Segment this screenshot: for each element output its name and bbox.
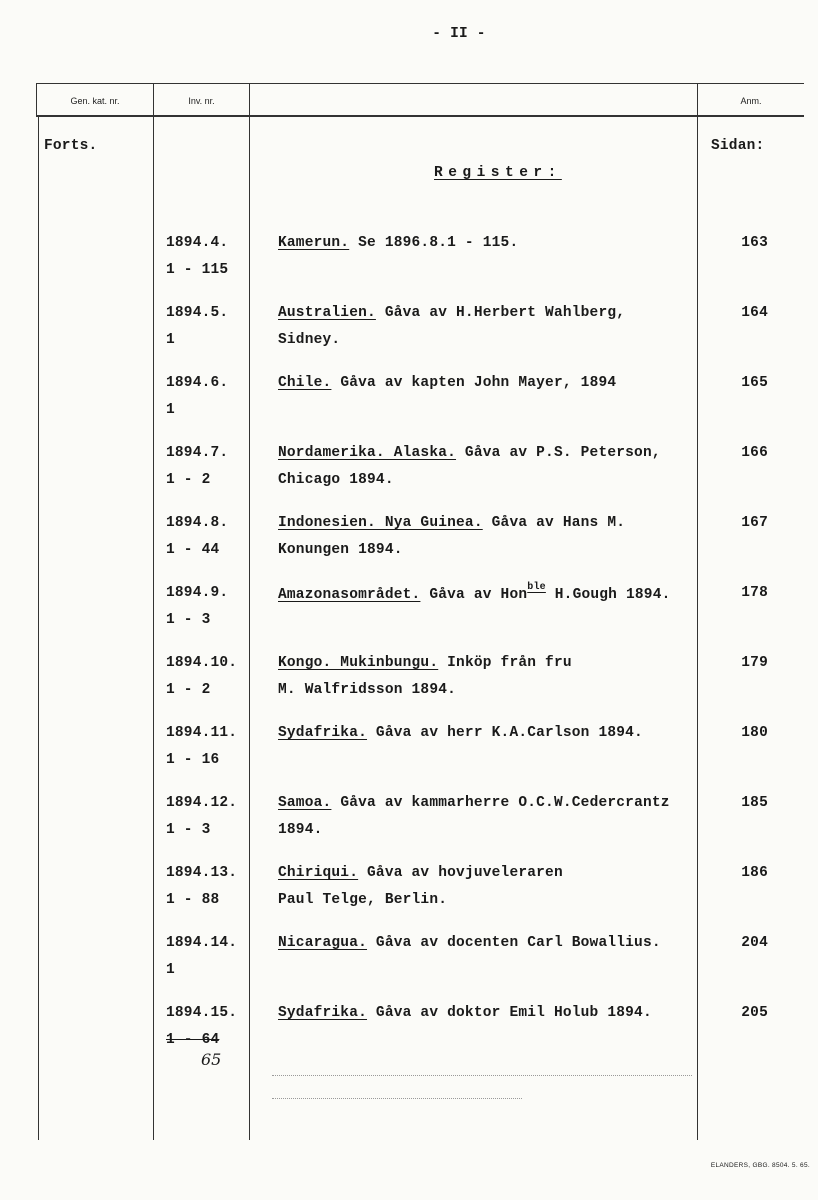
- inv-number: 1894.10.: [166, 655, 238, 671]
- entry-description-line2: M. Walfridsson 1894.: [278, 682, 457, 698]
- entry-region: Nicaragua.: [278, 935, 368, 951]
- entry-description-line2: Konungen 1894.: [278, 542, 403, 558]
- inv-range: 1 - 115: [166, 262, 229, 278]
- inv-range: 1 - 44: [166, 542, 220, 558]
- column-rule-3: [697, 83, 698, 1140]
- inv-range: 1 - 3: [166, 822, 211, 838]
- entry-text: Gåva av Hans M.: [482, 515, 626, 531]
- entry-region: Australien.: [278, 305, 376, 321]
- entry-region: Sydafrika.: [278, 1005, 368, 1021]
- entry-page: 167: [741, 515, 768, 531]
- handwritten-correction: 65: [201, 1050, 222, 1069]
- inv-range: 1: [166, 332, 175, 348]
- entry-page: 165: [741, 375, 768, 391]
- entry-region: Samoa.: [278, 795, 332, 811]
- entry-page: 163: [741, 235, 768, 251]
- inv-number: 1894.5.: [166, 305, 229, 321]
- inv-number: 1894.14.: [166, 935, 238, 951]
- entry-page: 186: [741, 865, 768, 881]
- entry-text: Gåva av P.S. Peterson,: [456, 445, 661, 461]
- column-rule-1: [153, 83, 154, 1140]
- forts-label: Forts.: [44, 138, 98, 154]
- header-anm: Anm.: [740, 96, 762, 106]
- entry-description: [278, 725, 643, 741]
- inv-range: 1 - 16: [166, 752, 220, 768]
- header-inv-nr: Inv. nr.: [188, 96, 215, 106]
- left-border: [38, 117, 39, 1140]
- entry-description: [278, 1005, 652, 1021]
- entry-text: Gåva av Hon: [420, 586, 528, 603]
- entry-description: [278, 655, 572, 671]
- inv-range: 1 - 3: [166, 612, 211, 628]
- entry-text: Gåva av docenten Carl Bowallius.: [367, 935, 661, 951]
- entry-description-line2: Sidney.: [278, 332, 341, 348]
- printer-mark: ELANDERS, GBG. 8504. 5. 65.: [710, 1162, 810, 1169]
- inv-number: 1894.13.: [166, 865, 238, 881]
- entry-description: [278, 445, 661, 461]
- entry-region: Indonesien. Nya Guinea.: [278, 515, 483, 531]
- entry-description: [278, 582, 671, 603]
- entry-page: 164: [741, 305, 768, 321]
- entry-text: Gåva av hovjuveleraren: [358, 865, 563, 881]
- entry-page: 180: [741, 725, 768, 741]
- inv-range: 1 - 2: [166, 682, 211, 698]
- entry-description: [278, 935, 661, 951]
- inv-range: 1 - 2: [166, 472, 211, 488]
- entry-text: Se 1896.8.1 - 115.: [349, 235, 519, 251]
- inv-range: 1 - 88: [166, 892, 220, 908]
- entry-region: Amazonasområdet.: [278, 586, 421, 603]
- entry-text: Gåva av kapten John Mayer, 1894: [331, 375, 617, 391]
- entry-region: Chiriqui.: [278, 865, 359, 881]
- dotted-filler-line: [272, 1075, 692, 1076]
- page-number: - II -: [432, 26, 486, 42]
- dotted-filler-line: [272, 1098, 522, 1099]
- inv-number: 1894.8.: [166, 515, 229, 531]
- entry-description-line2: Paul Telge, Berlin.: [278, 892, 448, 908]
- entry-region: Chile.: [278, 375, 332, 391]
- entry-description: [278, 375, 616, 391]
- entry-text: Gåva av H.Herbert Wahlberg,: [375, 305, 626, 321]
- entry-text: Gåva av herr K.A.Carlson 1894.: [367, 725, 643, 741]
- entry-page: 178: [741, 585, 768, 601]
- inv-range: 1: [166, 402, 175, 418]
- entry-region: Nordamerika. Alaska.: [278, 445, 457, 461]
- inv-number: 1894.11.: [166, 725, 238, 741]
- entry-text: Inköp från fru: [438, 655, 572, 671]
- inv-number: 1894.15.: [166, 1005, 238, 1021]
- entry-text: Gåva av doktor Emil Holub 1894.: [367, 1005, 652, 1021]
- register-title: Register:: [434, 165, 562, 181]
- entry-text-continued: H.Gough 1894.: [545, 586, 671, 603]
- header-gen-kat-nr: Gen. kat. nr.: [70, 96, 120, 106]
- entry-description-line2: 1894.: [278, 822, 323, 838]
- inv-range: 1 - 64: [166, 1032, 220, 1048]
- entry-region: Sydafrika.: [278, 725, 368, 741]
- entry-description: [278, 515, 625, 531]
- table-top-rule: [36, 83, 804, 84]
- entry-region: Kamerun.: [278, 235, 350, 251]
- entry-superscript: ble: [527, 582, 546, 593]
- inv-range: 1: [166, 962, 175, 978]
- header-bottom-rule: [36, 115, 804, 117]
- entry-description: [278, 865, 563, 881]
- entry-page: 185: [741, 795, 768, 811]
- inv-number: 1894.4.: [166, 235, 229, 251]
- entry-page: 179: [741, 655, 768, 671]
- entry-region: Kongo. Mukinbungu.: [278, 655, 439, 671]
- inv-number: 1894.6.: [166, 375, 229, 391]
- inv-number: 1894.12.: [166, 795, 238, 811]
- entry-page: 205: [741, 1005, 768, 1021]
- entry-description: [278, 795, 670, 811]
- entry-text: Gåva av kammarherre O.C.W.Cedercrantz: [331, 795, 670, 811]
- entry-page: 166: [741, 445, 768, 461]
- column-rule-2: [249, 83, 250, 1140]
- entry-description: [278, 305, 625, 321]
- inv-number: 1894.9.: [166, 585, 229, 601]
- inv-number: 1894.7.: [166, 445, 229, 461]
- entry-description-line2: Chicago 1894.: [278, 472, 394, 488]
- sidan-label: Sidan:: [711, 138, 765, 154]
- entry-page: 204: [741, 935, 768, 951]
- entry-description: [278, 235, 518, 251]
